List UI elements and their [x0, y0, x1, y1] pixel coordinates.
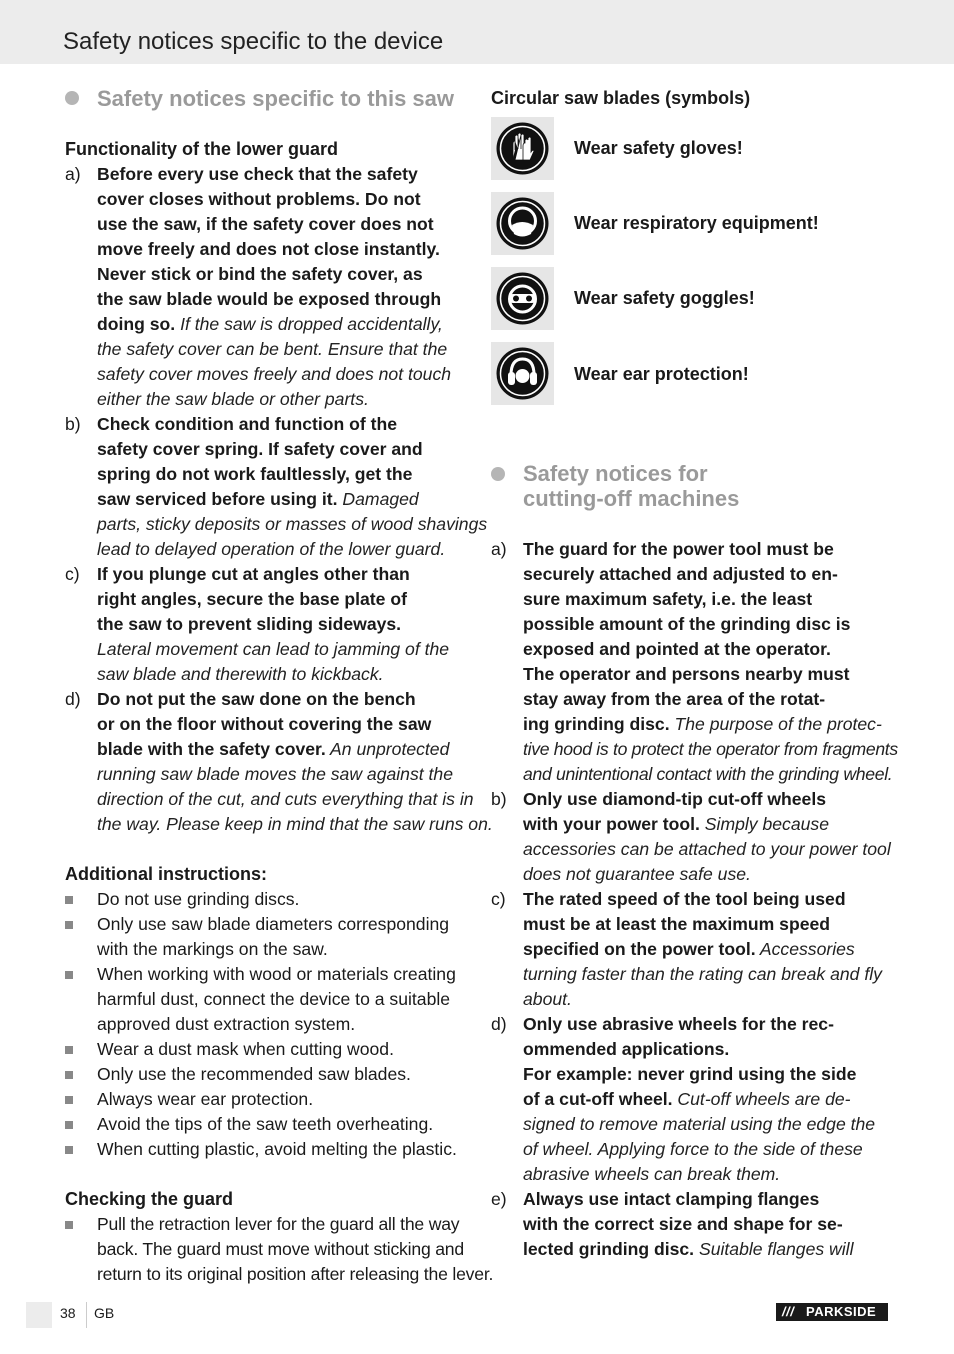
list-label: c) — [491, 889, 506, 909]
text-line: return to its original position after releasing the lever. — [97, 1264, 494, 1284]
page-number: 38 — [60, 1305, 76, 1321]
list-item-d — [65, 687, 493, 837]
list-body — [97, 162, 465, 412]
logo-stripes: /// — [782, 1304, 795, 1319]
list-label: b) — [491, 789, 507, 809]
symbol-label: Wear ear protection! — [574, 364, 749, 384]
list-label: b) — [65, 414, 81, 434]
symbol-label: Wear safety goggles! — [574, 288, 755, 308]
bold-line: with the correct size and shape for se- — [523, 1214, 843, 1234]
footer-divider — [86, 1302, 87, 1328]
bold-text: blade with the safety cover. — [97, 739, 326, 759]
bold-text: of a cut-off wheel. — [523, 1089, 673, 1109]
square-bullet — [65, 1112, 97, 1137]
text-line: When working with wood or materials creating — [97, 964, 456, 984]
list-item-e — [491, 1187, 893, 1262]
bold-text: ing grinding disc. — [523, 714, 670, 734]
bold-line: Before every use check that the safety — [97, 164, 418, 184]
bold-line: spring do not work faultlessly, get the — [97, 464, 413, 484]
bold-line: securely attached and adjusted to en- — [523, 564, 838, 584]
goggles-icon — [496, 272, 549, 325]
ear-protection-symbol — [491, 342, 554, 405]
bold-line: ommended applications. — [523, 1039, 730, 1059]
text-line: approved dust extraction system. — [97, 1014, 356, 1034]
bold-line: The guard for the power tool must be — [523, 539, 834, 559]
italic-line: of wheel. Applying force to the side of these — [523, 1139, 863, 1159]
square-bullet — [65, 1062, 97, 1087]
text-line: Pull the retraction lever for the guard all the way — [97, 1214, 460, 1234]
additional-list — [65, 887, 465, 1162]
italic-line: does not guarantee safe use. — [523, 864, 751, 884]
bold-text: lected grinding disc. — [523, 1239, 695, 1259]
italic-text: Cut-off wheels are de- — [672, 1089, 851, 1109]
list-label: c) — [65, 564, 80, 584]
heading-bullet — [491, 467, 505, 481]
list-body — [523, 787, 893, 887]
bold-line: The operator and persons nearby must — [523, 664, 850, 684]
footer-box — [26, 1302, 52, 1328]
italic-line: about. — [523, 989, 572, 1009]
bold-line: exposed and pointed at the operator. — [523, 639, 831, 659]
text-line: Only use the recommended saw blades. — [97, 1064, 411, 1084]
heading-bullet — [65, 91, 79, 105]
bold-line: must be at least the maximum speed — [523, 914, 831, 934]
list-item — [65, 962, 465, 1037]
italic-line: the way. Please keep in mind that the saw runs on. — [97, 814, 493, 834]
bold-line: Check condition and function of the — [97, 414, 398, 434]
italic-line: the safety cover can be bent. Ensure that the — [97, 339, 448, 359]
italic-text: An unprotected — [325, 739, 450, 759]
bold-line: If you plunge cut at angles other than — [97, 564, 410, 584]
italic-line: direction of the cut, and cuts everything that is in — [97, 789, 474, 809]
bold-line: the saw blade would be exposed through — [97, 289, 442, 309]
bold-line: possible amount of the grinding disc is — [523, 614, 851, 634]
italic-line: safety cover moves freely and does not touch — [97, 364, 452, 384]
subheading-additional: Additional instructions: — [65, 864, 267, 884]
list-body — [97, 687, 493, 837]
italic-line: abrasive wheels can break them. — [523, 1164, 781, 1184]
list-label: a) — [65, 164, 81, 184]
goggles-symbol — [491, 267, 554, 330]
bold-line: Always use intact clamping flanges — [523, 1189, 820, 1209]
bold-text: saw serviced before using it. — [97, 489, 338, 509]
respirator-symbol — [491, 192, 554, 255]
heading-line: cutting-off machines — [523, 486, 740, 511]
italic-line: saw blade and therewith to kickback. — [97, 664, 384, 684]
list-item-a — [491, 537, 898, 787]
bold-line: Never stick or bind the safety cover, as — [97, 264, 423, 284]
symbol-label: Wear safety gloves! — [574, 138, 743, 158]
gloves-icon — [496, 122, 549, 175]
guard-list-item — [65, 1212, 494, 1287]
italic-line: running saw blade moves the saw against the — [97, 764, 453, 784]
bold-line: stay away from the area of the rotat- — [523, 689, 826, 709]
gloves-symbol — [491, 117, 554, 180]
italic-line: lead to delayed operation of the lower guard. — [97, 539, 446, 559]
bold-line: cover closes without problems. Do not — [97, 189, 421, 209]
section-heading-saw: Safety notices specific to this saw — [97, 86, 455, 111]
list-body — [523, 887, 893, 1012]
bold-line: For example: never grind using the side — [523, 1064, 857, 1084]
square-bullet — [65, 912, 97, 962]
list-item — [65, 912, 465, 962]
section-heading-cutoff — [523, 461, 739, 511]
respirator-icon — [496, 197, 549, 250]
italic-line: signed to remove material using the edge the — [523, 1114, 876, 1134]
square-bullet — [65, 1037, 97, 1062]
list-item-c — [65, 562, 465, 687]
italic-text: Simply because — [699, 814, 830, 834]
italic-text: The purpose of the protec- — [669, 714, 882, 734]
bold-text: with your power tool. — [523, 814, 700, 834]
square-bullet — [65, 887, 97, 912]
ear-protection-icon — [496, 347, 549, 400]
list-item — [65, 1137, 465, 1162]
italic-line: either the saw blade or other parts. — [97, 389, 369, 409]
square-bullet — [65, 962, 97, 1037]
italic-line: accessories can be attached to your power tool — [523, 839, 891, 859]
text-line: Always wear ear protection. — [97, 1089, 314, 1109]
list-item — [65, 1037, 465, 1062]
italic-text: Suitable flanges will — [694, 1239, 854, 1259]
bold-line: Do not put the saw done on the bench — [97, 689, 416, 709]
language-code: GB — [94, 1305, 115, 1321]
italic-text: Damaged — [337, 489, 419, 509]
italic-text: Accessories — [755, 939, 855, 959]
list-body — [523, 537, 898, 787]
square-bullet — [65, 1137, 97, 1162]
text-line: Only use saw blade diameters corresponding — [97, 914, 450, 934]
list-item-a — [65, 162, 465, 412]
list-item-b — [491, 787, 893, 887]
bold-line: Only use diamond-tip cut-off wheels — [523, 789, 827, 809]
italic-line: tive hood is to protect the operator from fragments — [523, 739, 898, 759]
list-item-d — [491, 1012, 893, 1187]
square-bullet — [65, 1212, 97, 1287]
text-line: When cutting plastic, avoid melting the plastic. — [97, 1139, 457, 1159]
bold-line: move freely and does not close instantly. — [97, 239, 440, 259]
italic-line: Lateral movement can lead to jamming of the — [97, 639, 450, 659]
list-body — [523, 1187, 893, 1262]
list-body — [523, 1012, 893, 1187]
list-item — [65, 1112, 465, 1137]
list-label: d) — [491, 1014, 507, 1034]
symbol-label: Wear respiratory equipment! — [574, 213, 819, 233]
bold-line: The rated speed of the tool being used — [523, 889, 846, 909]
bold-line: sure maximum safety, i.e. the least — [523, 589, 813, 609]
bold-line: safety cover spring. If safety cover and — [97, 439, 423, 459]
list-item-c — [491, 887, 893, 1012]
symbols-title: Circular saw blades (symbols) — [491, 88, 751, 108]
list-body — [97, 562, 465, 687]
square-bullet — [65, 1087, 97, 1112]
subheading-lower-guard: Functionality of the lower guard — [65, 139, 339, 159]
italic-line: and unintentional contact with the grinding wheel. — [523, 764, 893, 784]
italic-line: turning faster than the rating can break and fly — [523, 964, 882, 984]
text-line: harmful dust, connect the device to a suitable — [97, 989, 451, 1009]
subheading-checking-guard: Checking the guard — [65, 1189, 234, 1209]
bold-text: doing so. — [97, 314, 176, 334]
text-line: Wear a dust mask when cutting wood. — [97, 1039, 394, 1059]
bold-text: specified on the power tool. — [523, 939, 756, 959]
logo-text: PARKSIDE — [806, 1304, 877, 1319]
list-item-b — [65, 412, 488, 562]
list-item — [65, 1087, 465, 1112]
list-item — [65, 1062, 465, 1087]
heading-line: Safety notices for — [523, 461, 708, 486]
list-item — [65, 887, 465, 912]
bold-line: right angles, secure the base plate of — [97, 589, 407, 609]
parkside-logo — [776, 1303, 888, 1321]
list-label: a) — [491, 539, 507, 559]
bold-line: the saw to prevent sliding sideways. — [97, 614, 402, 634]
bold-line: use the saw, if the safety cover does not — [97, 214, 434, 234]
text-line: Do not use grinding discs. — [97, 889, 300, 909]
italic-line: parts, sticky deposits or masses of wood shavings — [97, 514, 488, 534]
list-label: e) — [491, 1189, 507, 1209]
bold-line: Only use abrasive wheels for the rec- — [523, 1014, 834, 1034]
list-label: d) — [65, 689, 81, 709]
bold-line: or on the floor without covering the saw — [97, 714, 432, 734]
list-body — [97, 1212, 493, 1287]
italic-text: If the saw is dropped accidentally, — [175, 314, 443, 334]
text-line: with the markings on the saw. — [97, 939, 328, 959]
page-title: Safety notices specific to the device — [63, 28, 444, 55]
text-line: back. The guard must move without sticking and — [97, 1239, 464, 1259]
text-line: Avoid the tips of the saw teeth overheating. — [97, 1114, 434, 1134]
list-body — [97, 412, 487, 562]
page-header — [0, 0, 954, 64]
